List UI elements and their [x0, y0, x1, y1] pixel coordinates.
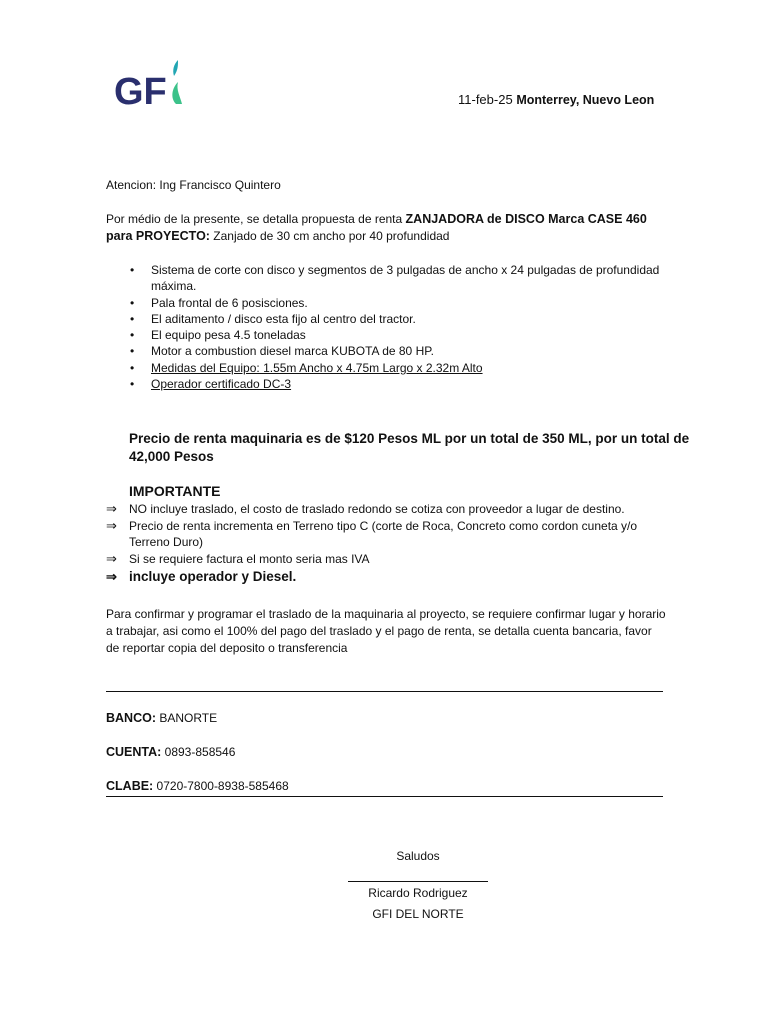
company-logo — [112, 58, 192, 110]
bank-value: BANORTE — [156, 711, 218, 725]
signer-company: GFI DEL NORTE — [372, 907, 464, 921]
bullet-icon: • — [130, 360, 135, 375]
list-item: ⇒ Precio de renta incrementa en Terreno tipo C (corte de Roca, Concreto como cordon cuneta y/o Terreno Duro) — [106, 517, 638, 549]
clabe-label: CLABE: — [106, 779, 154, 793]
arrow-right-icon: ⇒ — [106, 501, 117, 516]
bullet-icon: • — [130, 263, 135, 277]
svg-text:GF: GF — [114, 71, 167, 110]
list-item: ⇒ NO incluye traslado, el costo de traslado redondo se cotiza con proveedor a lugar de destino. — [106, 501, 625, 516]
account-row — [106, 745, 235, 759]
arrow-right-icon: ⇒ — [106, 550, 117, 566]
letter-date: 11-feb-25 — [458, 92, 513, 107]
bullet-icon: • — [130, 311, 135, 326]
bullet-icon: • — [130, 295, 135, 310]
arrow-right-icon: ⇒ — [106, 569, 117, 584]
list-item: • Pala frontal de 6 posisciones. — [130, 295, 308, 310]
bank-row — [106, 711, 217, 725]
list-item: ⇒ incluye operador y Diesel. — [106, 569, 297, 584]
list-item: • Sistema de corte con disco y segmentos de 3 pulgadas de ancho x 24 pulgadas de profundidad máxima. — [130, 263, 660, 294]
divider-top — [106, 691, 663, 692]
intro-bold: ZANJADORA de DISCO Marca CASE 460 para PROYECTO: — [106, 212, 647, 243]
spec-list — [130, 262, 660, 392]
arrow-right-icon: ⇒ — [106, 517, 117, 533]
confirm-paragraph: Para confirmar y programar el traslado de la maquinaria al proyecto, se requiere confirmar lugar y horario a trabajar, asi como el 100% del pago del traslado y el pago de renta, se detalla cuenta bancaria, favor de reportar copia del deposito o transferencia — [106, 607, 666, 655]
attention-line: Atencion: Ing Francisco Quintero — [106, 178, 281, 192]
intro-plain: Por médio de la presente, se detalla propuesta de renta — [106, 212, 406, 226]
price-statement: Precio de renta maquinaria es de $120 Pesos ML por un total de 350 ML, por un total de 42,000 Pesos — [129, 431, 690, 464]
important-list — [106, 501, 666, 586]
list-item: • El aditamento / disco esta fijo al centro del tractor. — [130, 311, 416, 326]
list-item: • El equipo pesa 4.5 toneladas — [130, 328, 306, 343]
list-item: • Motor a combustion diesel marca KUBOTA de 80 HP. — [130, 344, 435, 359]
signature-line — [348, 881, 488, 882]
bullet-icon: • — [130, 328, 135, 343]
date-location — [458, 92, 654, 107]
intro-paragraph — [106, 211, 666, 245]
clabe-value: 0720-7800-8938-585468 — [153, 779, 289, 793]
intro-rest: Zanjado de 30 cm ancho por 40 profundidad — [209, 229, 450, 243]
important-title: IMPORTANTE — [129, 483, 221, 499]
signer-name: Ricardo Rodriguez — [368, 886, 468, 900]
logo-graphic — [112, 58, 192, 110]
list-item: • Operador certificado DC-3 — [130, 377, 292, 392]
account-label: CUENTA: — [106, 745, 162, 759]
list-item: • Medidas del Equipo: 1.55m Ancho x 4.75m Largo x 2.32m Alto — [130, 360, 483, 375]
bullet-icon: • — [130, 344, 135, 359]
letter-location: Monterrey, Nuevo Leon — [516, 93, 655, 107]
bank-label: BANCO: — [106, 711, 156, 725]
divider-bottom — [106, 796, 663, 797]
clabe-row — [106, 779, 289, 793]
greeting: Saludos — [396, 849, 440, 863]
list-item: ⇒ Si se requiere factura el monto seria mas IVA — [106, 550, 370, 566]
account-value: 0893-858546 — [161, 745, 236, 759]
bullet-icon: • — [130, 377, 135, 392]
